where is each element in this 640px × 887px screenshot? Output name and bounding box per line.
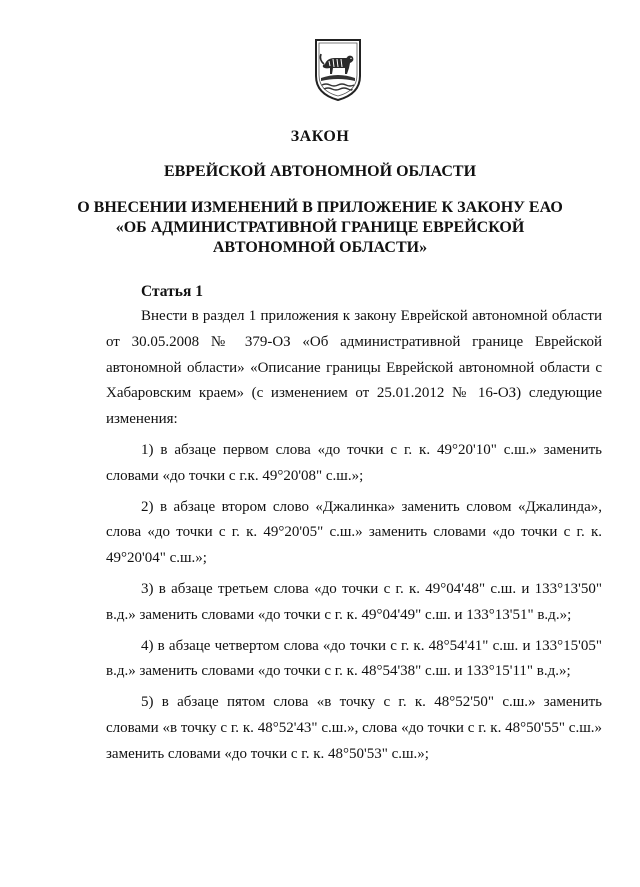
- region-title: ЕВРЕЙСКОЙ АВТОНОМНОЙ ОБЛАСТИ: [163, 163, 477, 180]
- article-body: [106, 304, 602, 768]
- law-title: ЗАКОН: [290, 128, 350, 145]
- law-subject-line-1: О ВНЕСЕНИИ ИЗМЕНЕНИЙ В ПРИЛОЖЕНИЕ К ЗАКОНУ ЕАО: [77, 199, 563, 216]
- law-subject-line-2: «ОБ АДМИНИСТРАТИВНОЙ ГРАНИЦЕ ЕВРЕЙСКОЙ: [115, 219, 525, 236]
- amendment-item-5: 5) в абзаце пятом слова «в точку с г. к. 48°52'50" с.ш.» заменить словами «в точку с г. к. 48°52'43" с.ш.», слова «до точки с г. к. 48°50'55" с.ш.» заменить словами «до точки с г. к. 48°50'53" с.ш.»;: [106, 694, 602, 762]
- amendment-item-3: 3) в абзаце третьем слова «до точки с г. к. 49°04'48" с.ш. и 133°13'50" в.д.» заменить словами «до точки с г. к. 49°04'49" с.ш. и 133°13'51" в.д.»;: [106, 580, 602, 623]
- amendment-item-1: 1) в абзаце первом слова «до точки с г. к. 49°20'10" с.ш.» заменить словами «до точки с г.к. 49°20'08" с.ш.»;: [106, 441, 602, 484]
- coat-of-arms-tiger-icon: [313, 34, 363, 102]
- amendment-item-2: 2) в абзаце втором слово «Джалинка» заменить словом «Джалинда», слова «до точки с г. к. 49°20'05" с.ш.» заменить словами «до точки с г. к. 49°20'04" с.ш.»;: [106, 498, 602, 567]
- law-subject: [0, 198, 640, 258]
- amendment-item-4: 4) в абзаце четвертом слова «до точки с г. к. 48°54'41" с.ш. и 133°15'05" в.д.» заменить словами «до точки с г. к. 48°54'38" с.ш. и 133°15'11" в.д.»;: [106, 637, 602, 680]
- law-subject-line-3: АВТОНОМНОЙ ОБЛАСТИ»: [212, 239, 428, 256]
- article-intro: Внести в раздел 1 приложения к закону Еврейской автономной области от 30.05.2008 № 379-ОЗ «Об административной границе Еврейской автономной области» «Описание границы Еврейской автономной области с Хабаровским краем» (с изменением от 25.01.2012 № 16-ОЗ) следующие изменения:: [106, 308, 602, 428]
- article-heading: Статья 1: [141, 283, 203, 300]
